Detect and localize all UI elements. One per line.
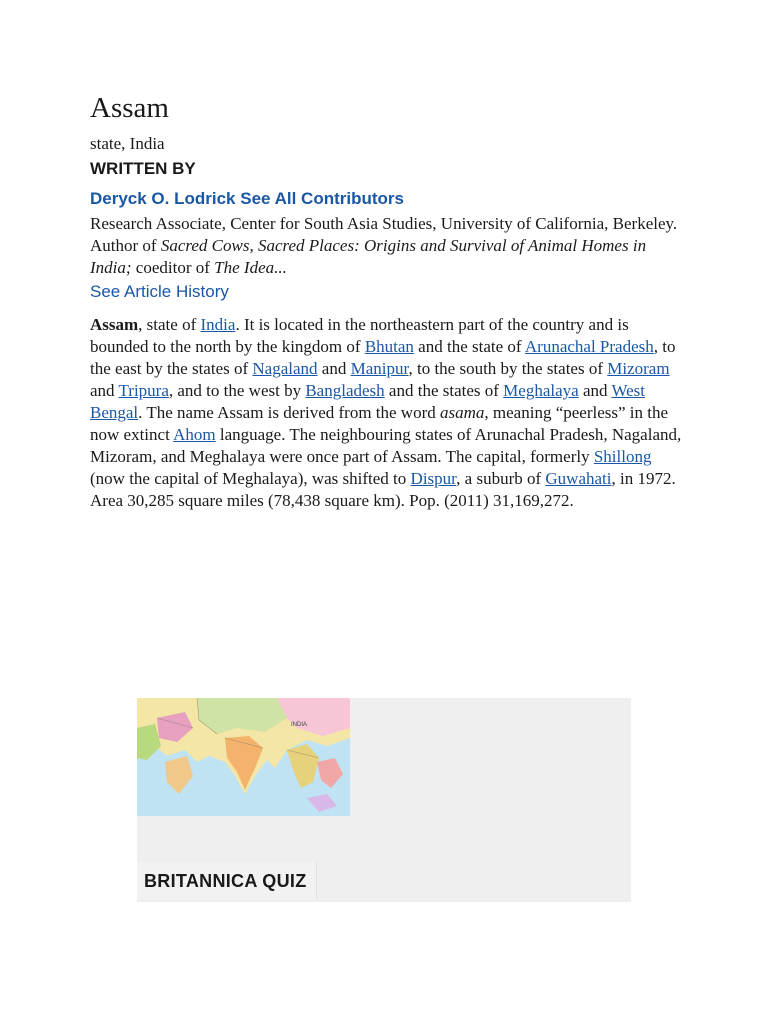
body-text: . The name Assam is derived from the word [138, 403, 440, 422]
italic-term-asama: asama [440, 403, 485, 422]
article-body [90, 314, 690, 512]
body-text: and [317, 359, 351, 378]
body-text: (now the capital of Meghalaya), was shifted to [90, 469, 411, 488]
link-west-bengal[interactable]: West Bengal [90, 381, 646, 422]
body-text: , state of [138, 315, 201, 334]
written-by-label: WRITTEN BY [90, 159, 196, 178]
body-text: , and to the west by [168, 381, 306, 400]
bio-text-1: Research Associate, Center for South Asia Studies, University of California, Berkeley. Author of [90, 214, 678, 255]
map-label-india: INDIA [291, 722, 308, 728]
quiz-map-image[interactable] [137, 698, 350, 816]
link-shillong[interactable]: Shillong [593, 447, 652, 466]
link-tripura[interactable]: Tripura [118, 381, 169, 400]
britannica-quiz-label[interactable]: BRITANNICA QUIZ [137, 862, 317, 900]
body-text: , a suburb of [456, 469, 546, 488]
link-meghalaya[interactable]: Meghalaya [503, 381, 579, 400]
author-line [90, 186, 690, 212]
link-mizoram[interactable]: Mizoram [607, 359, 670, 378]
body-text: , in 1972. Area 30,285 square miles (78,438 square km). Pop. (2011) 31,169,272. [90, 469, 676, 510]
article-container [90, 88, 690, 512]
link-guwahati[interactable]: Guwahati [545, 469, 612, 488]
link-dispur[interactable]: Dispur [410, 469, 457, 488]
see-article-history-link[interactable]: See Article History [90, 282, 229, 301]
author-bio [90, 213, 690, 279]
body-text: , to the south by the states of [408, 359, 608, 378]
link-manipur[interactable]: Manipur [350, 359, 409, 378]
body-text: and [578, 381, 612, 400]
body-text: , to the east by the states of [90, 337, 676, 378]
page-subtitle: state, India [90, 134, 165, 153]
bio-text-2: coeditor of [131, 258, 215, 277]
see-all-contributors-link[interactable]: See All Contributors [240, 189, 404, 208]
bio-book-2: The Idea... [214, 258, 287, 277]
body-text: and the states of [384, 381, 504, 400]
body-text: . It is located in the northeastern part of the country and is bounded to the north by the kingdom of [90, 315, 629, 356]
body-text: , meaning “peerless” in the now extinct [90, 403, 669, 444]
link-ahom[interactable]: Ahom [173, 425, 216, 444]
body-text: and the state of [413, 337, 525, 356]
body-text: language. The neighbouring states of Arunachal Pradesh, Nagaland, Mizoram, and Meghalaya were once part of Assam. The capital, formerly [90, 425, 682, 466]
author-link[interactable]: Deryck O. Lodrick [90, 189, 236, 208]
link-bhutan[interactable]: Bhutan [364, 337, 414, 356]
link-india[interactable]: India [200, 315, 236, 334]
page-title: Assam [90, 92, 169, 124]
britannica-quiz-card[interactable] [137, 698, 631, 902]
link-bangladesh[interactable]: Bangladesh [305, 381, 385, 400]
body-text: and [90, 381, 119, 400]
link-nagaland[interactable]: Nagaland [252, 359, 318, 378]
article-term: Assam [90, 315, 139, 334]
link-arunachal-pradesh[interactable]: Arunachal Pradesh [524, 337, 654, 356]
bio-book-1: Sacred Cows, Sacred Places: Origins and Survival of Animal Homes in India; [90, 236, 647, 277]
